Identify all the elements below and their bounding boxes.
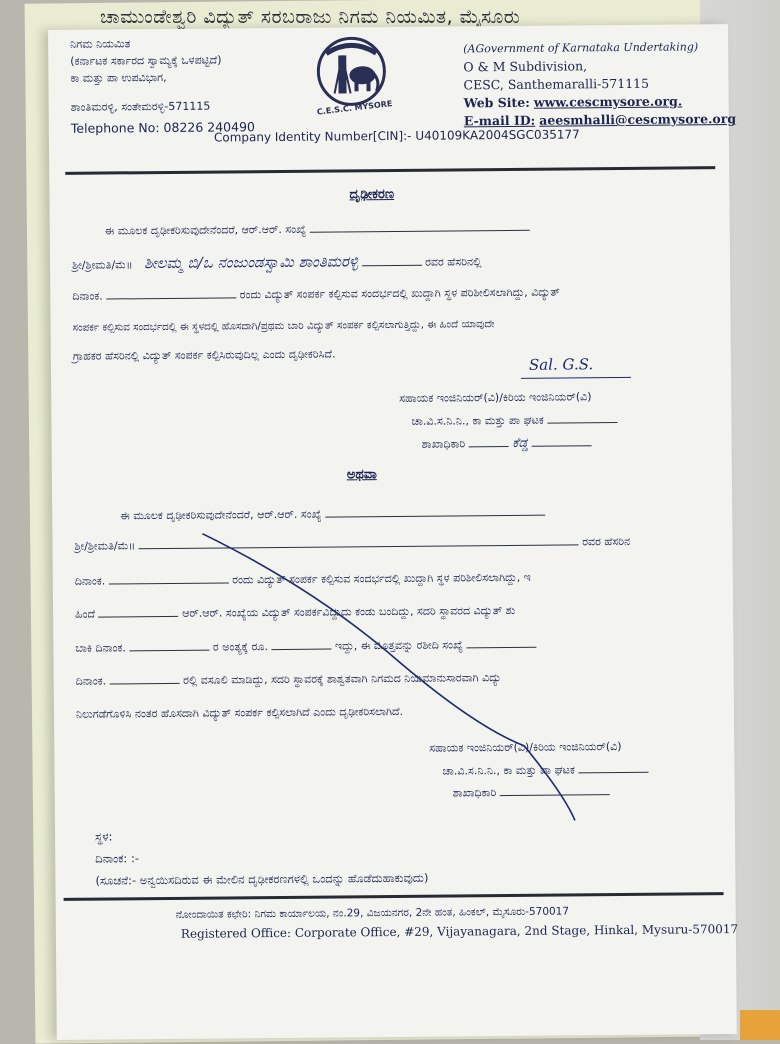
email-link[interactable]: aeesmhalli@cescmysore.org — [539, 110, 737, 128]
section1-line4: ಸಂಪರ್ಕ ಕಲ್ಪಿಸುವ ಸಂದರ್ಭದಲ್ಲಿ ಈ ಸ್ಥಳದಲ್ಲಿ ಹೊಸದಾಗಿ/ಪ್ರಥಮ ಬಾರಿ ವಿದ್ಯುತ್ ಸಂಪರ್ಕ ಕಲ್ಪಿಸಲಾಗುತ್ತಿದ್ದು, ಈ ಹಿಂದೆ ಯಾವುದೇ — [72, 318, 495, 334]
note-field: (ಸೂಚನೆ:- ಅನ್ವಯಿಸದಿರುವ ಈ ಮೇಲಿನ ದೃಢೀಕರಣಗಳಲ್ಲಿ ಒಂದನ್ನು ಹೊಡೆದುಹಾಕುವುದು) — [95, 870, 429, 888]
background-sheet-header: ಚಾಮುಂಡೇಶ್ವರಿ ವಿದ್ಯುತ್ ಸರಬರಾಜು ನಿಗಮ ನಿಯಮಿತ, ಮೈಸೂರು — [100, 6, 521, 28]
orange-object — [740, 1010, 780, 1040]
section2-title: ಅಥವಾ — [346, 467, 377, 483]
date-label: ದಿನಾಂಕ. — [74, 574, 106, 588]
agency-line: (AGovernment of Karnataka Undertaking) — [463, 40, 699, 56]
sig-designation: ಸಹಾಯಕ ಇಂಜಿನಿಯರ್(ವಿ)/ಕಿರಿಯ ಇಂಜಿನಿಯರ್(ವಿ) — [399, 390, 592, 405]
org-line: ಕಾ ಮತ್ತು ಪಾ ಉಪವಿಭಾಗ, — [70, 70, 167, 85]
signature: Sal. G.S. — [528, 355, 594, 374]
line-text: ರಂದು ವಿದ್ಯುತ್ ಸಂಪರ್ಕ ಕಲ್ಪಿಸುವ ಸಂದರ್ಭದಲ್ಲಿ ಖುದ್ದಾಗಿ ಸ್ಥಳ ಪರಿಶೀಲಿಸಲಾಗಿದ್ದು, ವಿದ್ಯುತ್ — [239, 285, 560, 302]
handwritten-branch: ಕೆಡ್ಡ — [512, 435, 529, 451]
logo-caption: C.E.S.C. MYSORE — [316, 99, 393, 117]
registered-office-english: Registered Office: Corporate Office, #29, Vijayanagara, 2nd Stage, Hinkal, Mysuru-570017 — [180, 922, 739, 941]
branch-label: ಶಾಖಾಧಿಕಾರಿ — [452, 786, 497, 800]
org-line: (ಕರ್ನಾಟಕ ಸರ್ಕಾರದ ಸ್ವಾಮ್ಯಕ್ಕೆ ಒಳಪಟ್ಟಿದೆ) — [70, 53, 222, 68]
org-line: ಶಾಂತಿಮರಳ್ಳಿ, ಸಂತೇಮರಳ್ಳಿ-571115 — [70, 99, 211, 114]
section1-title: ದೃಢೀಕರಣ — [349, 186, 395, 203]
telephone: Telephone No: 08226 240490 — [70, 119, 256, 136]
date-label: ದಿನಾಂಕ. — [75, 674, 107, 688]
address: CESC, Santhemaralli-571115 — [463, 75, 650, 93]
name-suffix: ರವರ ಹೆಸರಿನಲ್ಲಿ — [425, 255, 482, 269]
certificate-page — [48, 24, 737, 1040]
section1-line5: ಗ್ರಾಹಕರ ಹೆಸರಿನಲ್ಲಿ ವಿದ್ಯುತ್ ಸಂಪರ್ಕ ಕಲ್ಪಿಸಿರುವುದಿಲ್ಲ ಎಂದು ದೃಢೀಕರಿಸಿದೆ. — [72, 347, 336, 363]
unit-text: ಚಾ.ವಿ.ಸ.ನಿ.ನಿ., ಕಾ ಮತ್ತು ಪಾ ಘಟಕ — [442, 763, 575, 778]
line-text: ಬಾಕಿ ದಿನಾಂಕ. — [75, 641, 126, 655]
line-text: ಈ ಮೂಲಕ ದೃಢೀಕರಿಸುವುದೇನೆಂದರೆ, ಆರ್.ಆರ್. ಸಂಖ್ಯೆ — [104, 222, 307, 238]
strike-through-pen-line — [48, 24, 735, 850]
org-line: ನಿಗಮ ನಿಯಮಿತ — [70, 37, 131, 51]
email-label: E-mail ID: — [463, 112, 536, 129]
website-link[interactable]: www.cescmysore.org. — [533, 93, 683, 110]
registered-office-kannada: ನೋಂದಾಯಿತ ಕಛೇರಿ: ನಿಗಮ ಕಾರ್ಯಾಲಯ, ನಂ.29, ವಿಜಯನಗರ, 2ನೇ ಹಂತ, ಹಿಂಕಲ್, ಮೈಸೂರು-570017 — [175, 905, 570, 921]
cin-number: Company Identity Number[CIN]:- U40109KA2004SGC035177 — [213, 127, 580, 145]
website-label: Web Site: — [463, 94, 530, 111]
line-text: ರ ಅಂತ್ಯಕ್ಕೆ ರೂ. — [212, 640, 268, 654]
line-text: ರಲ್ಲಿ ವಸೂಲಿ ಮಾಡಿದ್ದು, ಸದರಿ ಸ್ಥಾವರಕ್ಕೆ ಶಾಶ್ವತವಾಗಿ ನಿಗಮದ ನಿಯಮಾನುಸಾರವಾಗಿ ವಿದ್ಯು — [183, 671, 502, 687]
line-text: ಆರ್.ಆರ್. ಸಂಖ್ಯೆಯ ವಿದ್ಯುತ್ ಸಂಪರ್ಕವಿದ್ದುದು ಕಂಡು ಬಂದಿದ್ದು, ಸದರಿ ಸ್ಥಾವರದ ವಿದ್ಯುತ್ ಶು — [182, 603, 516, 620]
unit-text: ಚಾ.ವಿ.ಸ.ನಿ.ನಿ., ಕಾ ಮತ್ತು ಪಾ ಘಟಕ — [411, 413, 544, 428]
sig2-designation: ಸಹಾಯಕ ಇಂಜಿನಿಯರ್(ವಿ)/ಕಿರಿಯ ಇಂಜಿನಿಯರ್(ವಿ) — [429, 740, 622, 755]
branch-label: ಶಾಖಾಧಿಕಾರಿ — [421, 437, 466, 451]
name-prefix: ಶ್ರೀ/ಶ್ರೀಮತಿ/ಮೆ॥ — [71, 258, 133, 272]
date-label: ದಿನಾಂಕ. — [72, 289, 103, 303]
place-field: ಸ್ಥಳ: — [94, 829, 113, 844]
footer-rule — [64, 892, 724, 901]
section2-line7: ನಿಲುಗಡೆಗೊಳಿಸಿ ನಂತರ ಹೊಸದಾಗಿ ವಿದ್ಯುತ್ ಸಂಪರ್ಕ ಕಲ್ಪಿಸಲಾಗಿದೆ ಎಂದು ದೃಢೀಕರಿಸಲಾಗಿದೆ. — [75, 704, 404, 721]
line-text: ಇದ್ದು, ಈ ಮೊತ್ತವನ್ನು ರಶೀದಿ ಸಂಖ್ಯೆ — [334, 638, 464, 653]
date-field: ದಿನಾಂಕ: :- — [95, 851, 140, 866]
name-suffix: ರವರ ಹೆಸರಿನ — [582, 534, 631, 549]
handwritten-name: ಶೀಲಮ್ಮ ಬಿ/ಒ ನಂಜುಂಡಸ್ವಾಮಿ ಶಾಂತಿಮರಳ್ಳಿ — [144, 252, 359, 273]
name-prefix: ಶ್ರೀ/ಶ್ರೀಮತಿ/ಮೆ॥ — [74, 539, 136, 553]
line-text: ಈ ಮೂಲಕ ದೃಢೀಕರಿಸುವುದೇನೆಂದರೆ, ಆರ್.ಆರ್. ಸಂಖ್ಯೆ — [120, 507, 322, 523]
subdivision: O & M Subdivision, — [463, 58, 588, 75]
line-text: ರಂದು ವಿದ್ಯುತ್ ಸಂಪರ್ಕ ಕಲ್ಪಿಸುವ ಸಂದರ್ಭದಲ್ಲಿ ಖುದ್ದಾಗಿ ಸ್ಥಳ ಪರಿಶೀಲಿಸಲಾಗಿದ್ದು, ಇ — [232, 570, 531, 587]
line-text: ಹಿಂದೆ — [75, 607, 96, 621]
